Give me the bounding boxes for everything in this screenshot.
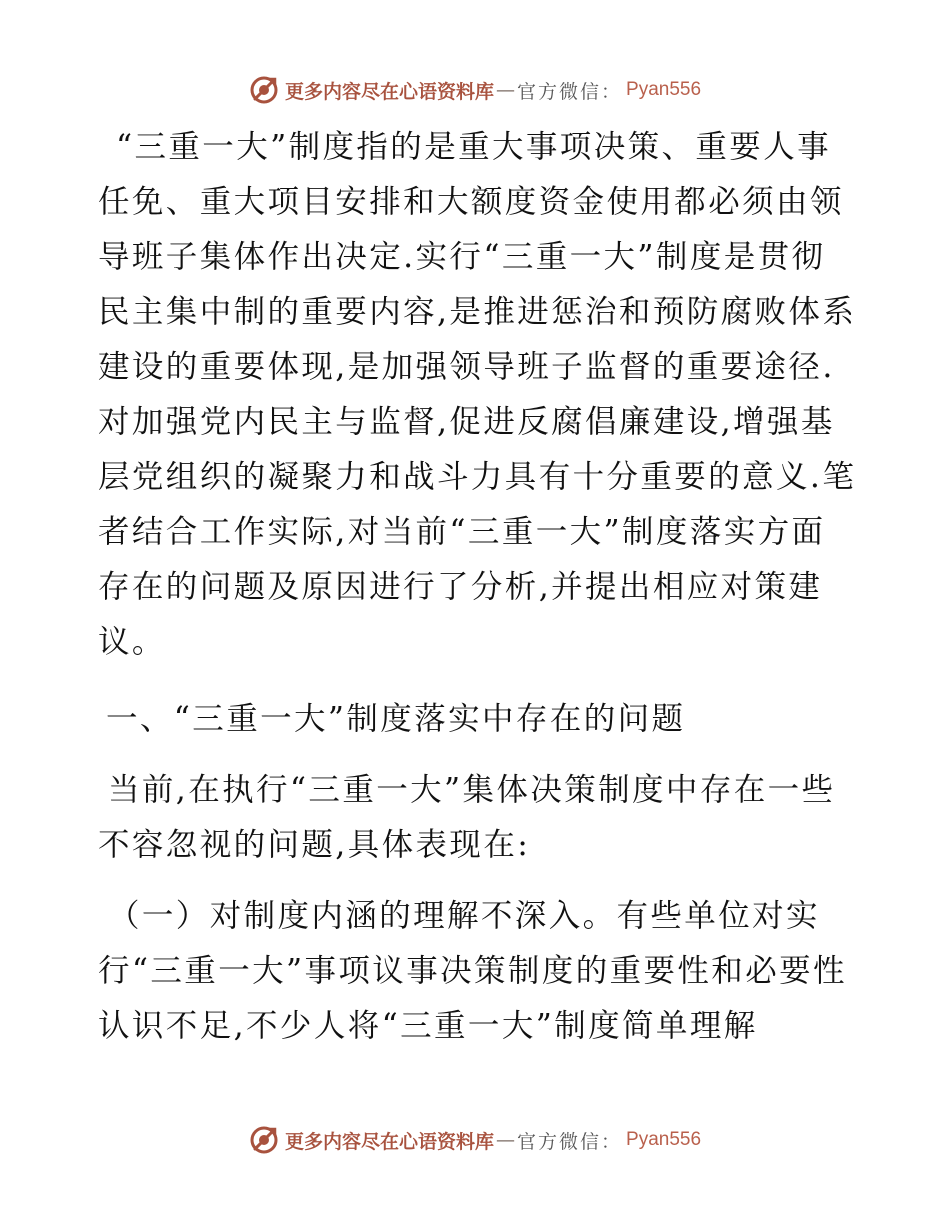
watermark-official-text: 官方微信 [516, 1130, 601, 1153]
watermark-main-text: 更多内容尽在心语资料库 [284, 80, 494, 103]
watermark-dash: — [495, 1129, 515, 1151]
paragraph-problems-intro: 当前,在执行“三重一大”集体决策制度中存在一些不容忽视的问题,具体表现在: [98, 772, 836, 863]
paragraph-item-one: （一）对制度内涵的理解不深入。有些单位对实行“三重一大”事项议事决策制度的重要性和必要性认识不足,不少人将“三重一大”制度简单理解 [98, 898, 847, 1044]
watermark-id: Pyan556 [626, 1129, 702, 1150]
section-heading: 一、“三重一大”制度落实中存在的问题 [106, 701, 686, 737]
header-watermark [0, 70, 950, 110]
watermark-colon: ： [601, 1130, 621, 1153]
footer-watermark [0, 1120, 950, 1160]
watermark-official-text: 官方微信 [516, 80, 601, 103]
watermark-colon: ： [601, 80, 621, 103]
watermark-main-text: 更多内容尽在心语资料库 [284, 1130, 494, 1153]
brand-logo-icon [249, 1125, 279, 1155]
paragraph-intro: “三重一大”制度指的是重大事项决策、重要人事任免、重大项目安排和大额度资金使用都必须由领导班子集体作出决定.实行“三重一大”制度是贯彻民主集中制的重要内容,是推进惩治和预防腐败体系建设的重要体现,是加强领导班子监督的重要途径.对加强党内民主与监督,促进反腐倡廉建设,增强基层党组织的凝聚力和战斗力具有十分重要的意义.笔者结合工作实际,对当前“三重一大”制度落实方面存在的问题及原因进行了分析,并提出相应对策建议。 [98, 129, 857, 660]
watermark-id: Pyan556 [626, 79, 702, 100]
brand-logo-icon [249, 75, 279, 105]
watermark-dash: — [495, 79, 515, 101]
document-body [98, 120, 858, 1054]
